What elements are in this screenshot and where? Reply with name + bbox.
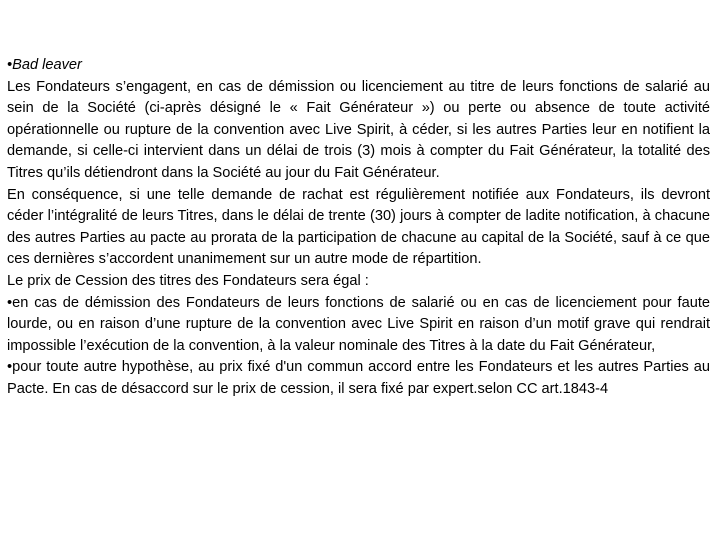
paragraph-commitment: Les Fondateurs s’engagent, en cas de démission ou licenciement au titre de leurs fonctions de salarié au sein de la Société (ci-après désigné le « Fait Générateur ») ou perte ou absence de toute activité opérationnelle ou rupture de la convention avec Live Spirit, à céder, si les autres Parties leur en notifient la demande, si celle-ci intervient dans un délai de trois (3) mois à compter du Fait Générateur, la totalité des Titres qu’ils détiendront dans la Société au jour du Fait Générateur. (7, 78, 710, 181)
bullet-other-case: •pour toute autre hypothèse, au prix fixé d'un commun accord entre les Fondateurs et les autres Parties au Pacte. En cas de désaccord sur le prix de cession, il sera fixé par expert.selon CC art.1843-4 (7, 359, 710, 397)
document-body (7, 55, 710, 401)
bullet-resignation-case: •en cas de démission des Fondateurs de leurs fonctions de salarié ou en cas de licenciement pour faute lourde, ou en raison d’une rupture de la convention avec Live Spirit en raison d’un motif grave qui rendrait impossible l’exécution de la convention, à la valeur nominale des Titres à la date du Fait Générateur, (7, 294, 710, 354)
heading-bad-leaver: •Bad leaver (7, 57, 82, 73)
paragraph-consequence: En conséquence, si une telle demande de rachat est régulièrement notifiée aux Fondateurs, ils devront céder l’intégralité de leurs Titres, dans le délai de trente (30) jours à compter de ladite notification, à chacune des autres Parties au pacte au prorata de la participation de chacune au capital de la Société, sauf à ce que ces dernières s’accordent unanimement sur un autre mode de répartition. (7, 186, 710, 268)
paragraph-price-intro: Le prix de Cession des titres des Fondateurs sera égal : (7, 272, 369, 289)
